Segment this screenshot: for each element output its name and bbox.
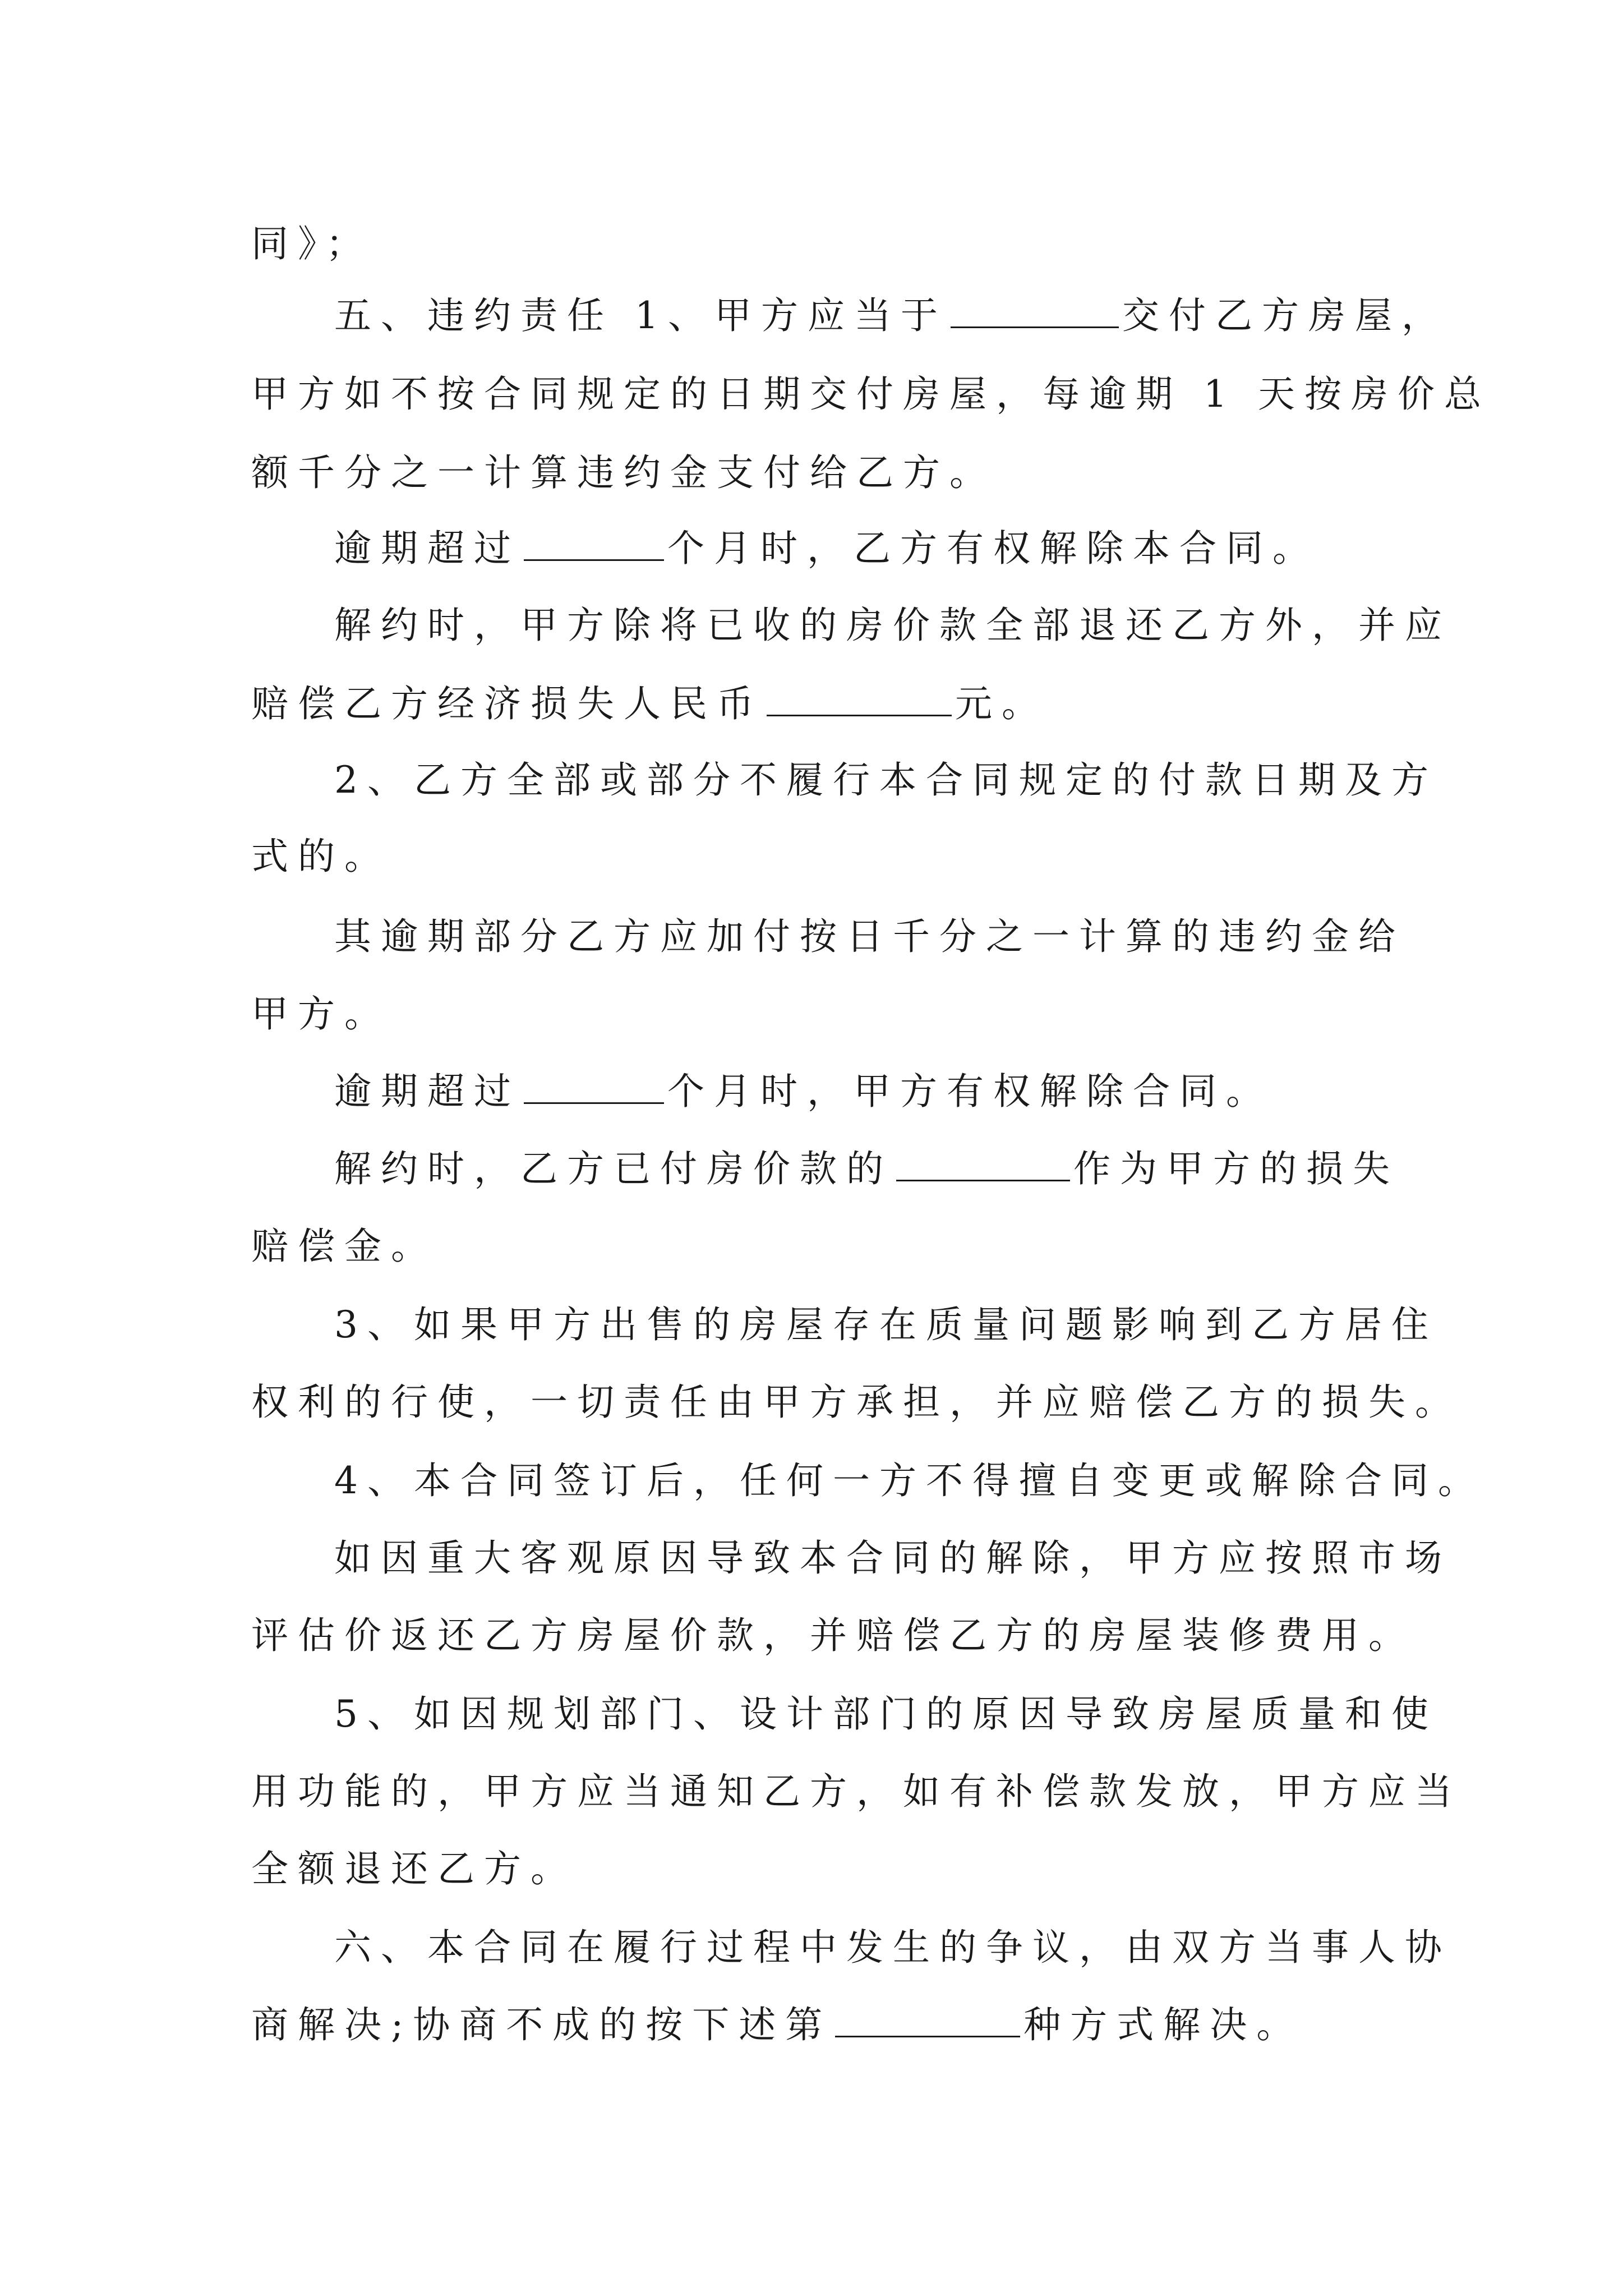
text-line: 2、乙方全部或部分不履行本合同规定的付款日期及方 [334, 758, 1438, 802]
text-line: 式的。 [251, 835, 391, 878]
fill-blank[interactable] [524, 528, 664, 561]
text-span: 元。 [955, 682, 1048, 725]
text-span: 作为甲方的损失 [1073, 1147, 1399, 1190]
text-span: 个月时，甲方有权解除合同。 [667, 1070, 1272, 1113]
text-line: 额千分之一计算违约金支付给乙方。 [251, 451, 996, 494]
text-line: 赔偿金。 [251, 1225, 437, 1268]
text-line: 甲方如不按合同规定的日期交付房屋，每逾期 1 天按房价总 [251, 372, 1491, 416]
text-line: 如因重大客观原因导致本合同的解除，甲方应按照市场 [334, 1536, 1451, 1580]
fill-blank[interactable] [524, 1071, 664, 1104]
fill-blank[interactable] [835, 2004, 1020, 2037]
text-line: 5、如因规划部门、设计部门的原因导致房屋质量和使 [334, 1692, 1438, 1736]
text-span: 逾期超过 [334, 1070, 520, 1113]
text-line: 3、如果甲方出售的房屋存在质量问题影响到乙方居住 [334, 1303, 1438, 1346]
text-span: 解约时，乙方已付房价款的 [334, 1147, 893, 1190]
text-line [334, 1147, 1399, 1191]
text-span: 逾期超过 [334, 527, 520, 570]
text-line [251, 2003, 1303, 2047]
text-line: 4、本合同签订后，任何一方不得擅自变更或解除合同。 [334, 1459, 1484, 1502]
fill-blank[interactable] [767, 683, 952, 716]
text-span: 商解决;协商不成的按下述第 [251, 2003, 832, 2046]
text-line: 全额退还乙方。 [251, 1847, 577, 1890]
text-line: 其逾期部分乙方应加付按日千分之一计算的违约金给 [334, 915, 1405, 958]
text-line [334, 526, 1319, 571]
text-line: 甲方。 [251, 992, 391, 1036]
text-line: 同》； [251, 222, 372, 265]
text-line: 用功能的，甲方应当通知乙方，如有补偿款发放，甲方应当 [251, 1770, 1461, 1813]
text-span: 五、违约责任 1、甲方应当于 [334, 294, 947, 337]
fill-blank[interactable] [896, 1148, 1070, 1181]
text-line: 六、本合同在履行过程中发生的争议，由双方当事人协 [334, 1926, 1451, 1969]
text-line [251, 682, 1048, 726]
text-line [334, 1069, 1272, 1114]
text-line: 解约时，甲方除将已收的房价款全部退还乙方外，并应 [334, 604, 1451, 647]
text-line: 权利的行使，一切责任由甲方承担，并应赔偿乙方的损失。 [251, 1381, 1461, 1424]
text-line: 评估价返还乙方房屋价款，并赔偿乙方的房屋装修费用。 [251, 1614, 1415, 1657]
fill-blank[interactable] [951, 295, 1119, 328]
text-span: 个月时，乙方有权解除本合同。 [667, 527, 1319, 570]
text-span: 赔偿乙方经济损失人民币 [251, 682, 763, 725]
text-span: 种方式解决。 [1023, 2003, 1303, 2046]
text-span: 交付乙方房屋， [1122, 294, 1448, 337]
text-line [334, 293, 1448, 338]
